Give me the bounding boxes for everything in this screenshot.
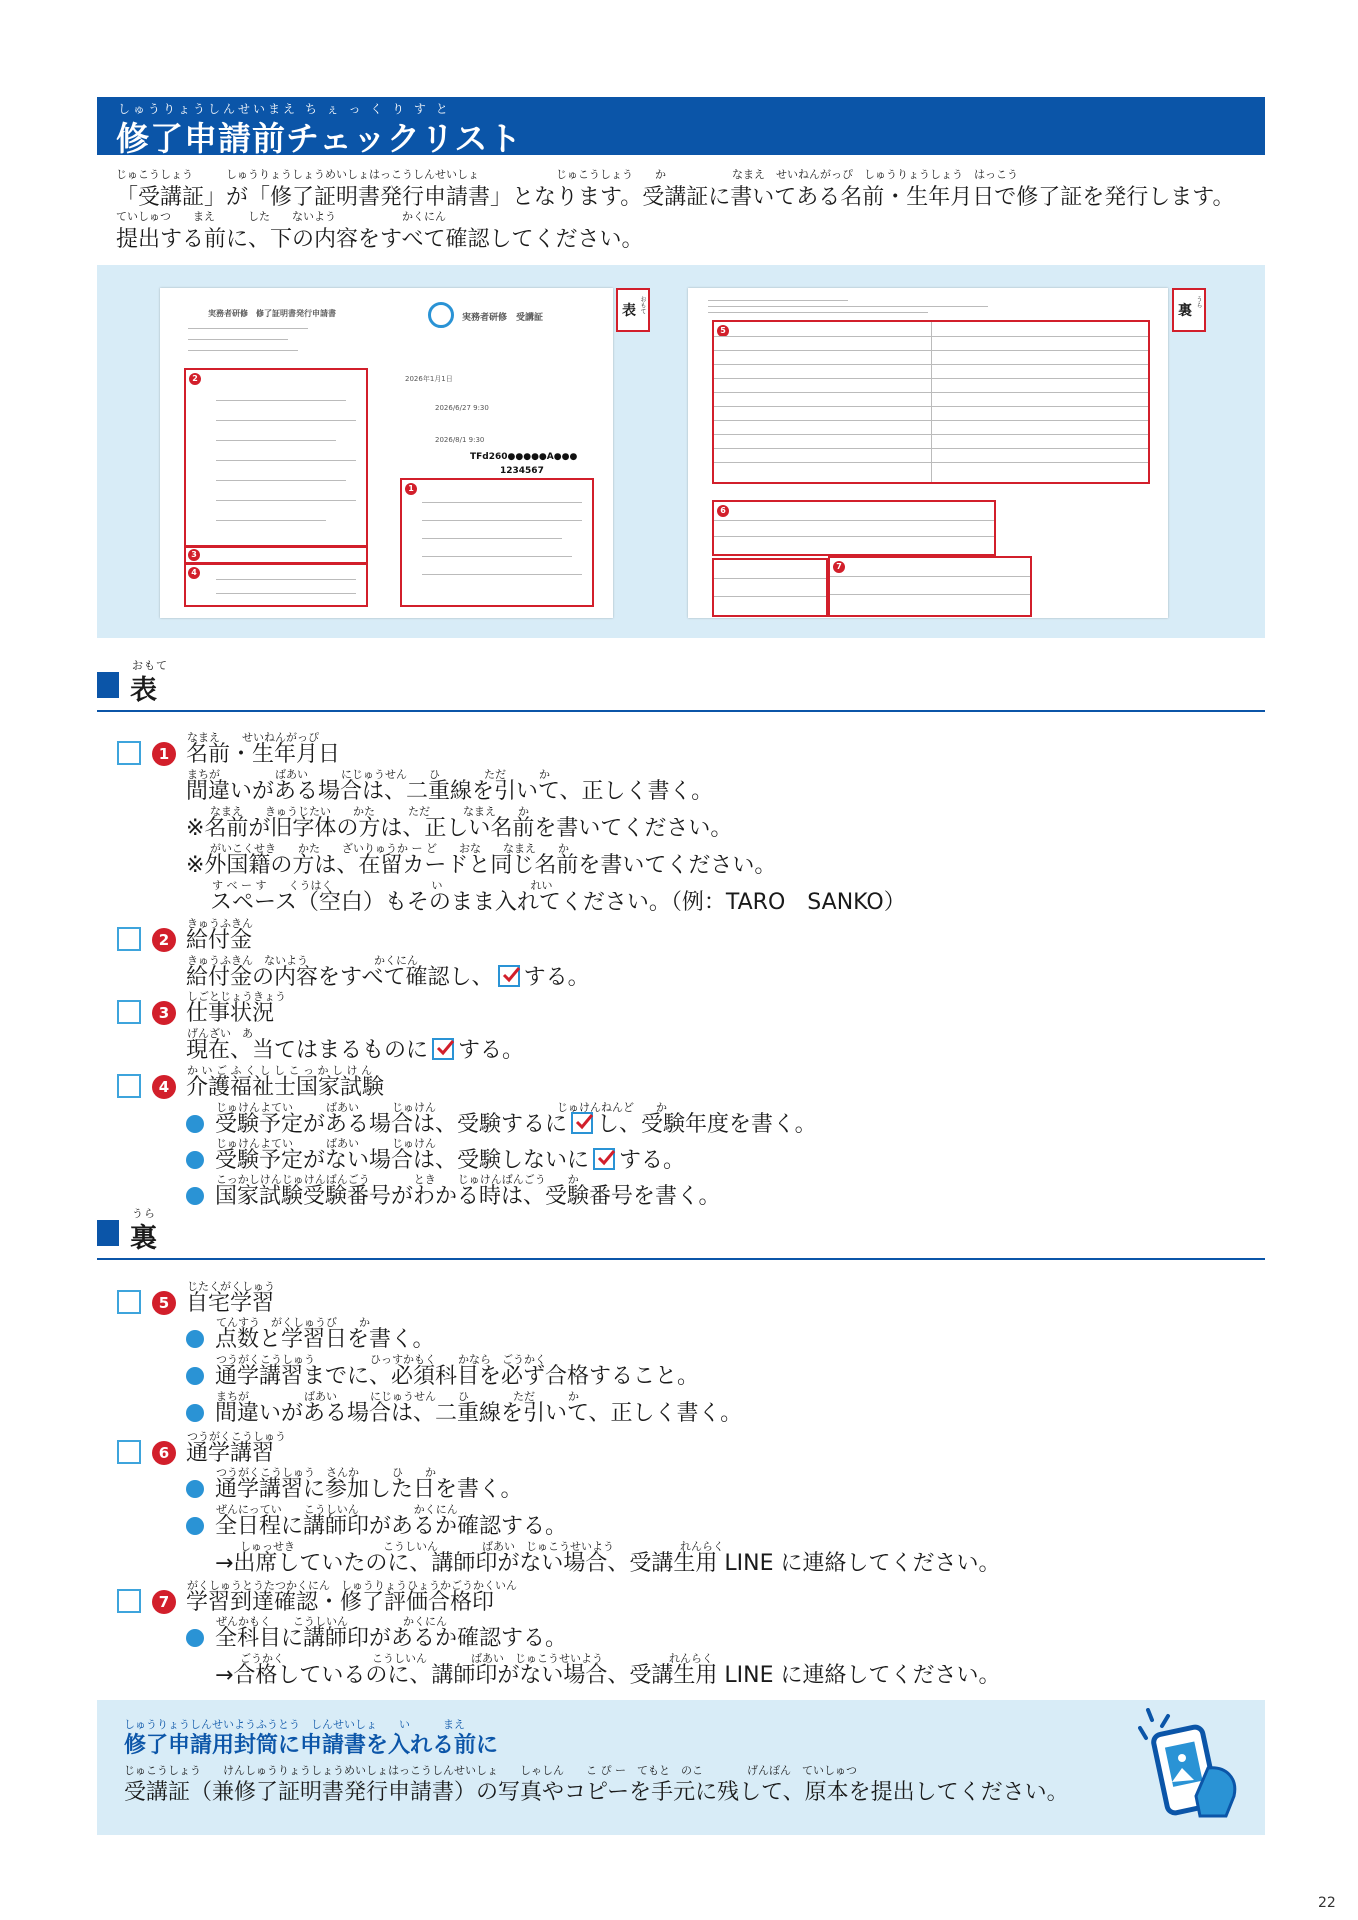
front-label-box [616,288,650,332]
section-back-ruby: うら [132,1207,156,1220]
note-title: 修了申請用封筒に申請書を入れる前に [124,1733,499,1758]
item-1-line-2-ruby: なまえ きゅうじたい かた ただ なまえ か [210,805,529,818]
bullet-icon [186,1187,204,1205]
front-box-4: 4 [184,563,368,607]
checkbox-item-2[interactable] [117,927,141,951]
item-3-line [186,1038,524,1064]
item-3-title: 仕事状況 [186,1001,275,1026]
back-label-box [1172,288,1206,332]
intro-ruby-2: ていしゅつ まえ した ないよう かくにん [116,210,446,223]
note-body: 受講証（兼修了証明書発行申請書）の写真やコピーを手元に残して、原本を提出してください。 [124,1780,1069,1805]
item-2-ruby: きゅうふきん ないよう かくにん [187,954,418,967]
front-number: 1234567 [500,466,544,476]
item-7-arrow-line: →合格しているのに、講師印がない場合、受講生用 LINE に連絡してください。 [215,1663,1001,1688]
item-1-line-1: 間違いがある場合は、二重線を引いて、正しく書く。 [186,779,714,804]
checkbox-item-5[interactable] [117,1290,141,1314]
item-1-line-4-ruby: す べ ー す くうはく い れい [212,879,553,892]
item-4-title: 介護福祉士国家試験 [186,1075,385,1100]
item-2-text-after: する。 [523,965,590,990]
front-date-2: 2026/6/27 9:30 [435,404,489,412]
item-1-line-3-ruby: がいこくせき かた ざいりゅうか ー ど おな なまえ か [210,842,569,855]
item-6-arrow-ruby: しゅっせき こうしいん ばあい じゅこうせいよう れんらく [240,1540,724,1553]
item-5-bullet-2-ruby: つうがくこうしゅう ひっすかもく かなら ごうかく [216,1353,546,1366]
item-4-bullet-1-ruby: じゅけんよてい ばあい じゅけん じゅけんねんど か [216,1101,667,1114]
item-6-bullet-1-ruby: つうがくこうしゅう さんか ひ か [216,1466,436,1479]
checkbox-item-4[interactable] [117,1074,141,1098]
item-6-number: 6 [152,1441,176,1465]
section-front-title: 表 [130,675,157,706]
item-4-bullet-3: 国家試験受験番号がわかる時は、受験番号を書く。 [215,1184,721,1209]
item-2-number: 2 [152,928,176,952]
checkbox-item-3[interactable] [117,1000,141,1024]
bullet-icon [186,1151,204,1169]
item-1-line-3: ※外国籍の方は、在留カードと同じ名前を書いてください。 [186,853,777,878]
item-4-b1-after: し、受験年度を書く。 [597,1112,817,1137]
item-1-line-1-ruby: まちが ばあい にじゅうせん ひ ただ か [187,768,550,781]
front-left-lines [188,328,308,351]
item-7-bullet-1: 全科目に講師印があるか確認する。 [215,1626,568,1651]
item-1-title-ruby: なまえ せいねんがっぴ [187,731,319,744]
section-front-ruby: おもて [132,659,168,672]
item-5-title: 自宅学習 [186,1291,275,1316]
item-6-title: 通学講習 [186,1441,275,1466]
section-back-title: 裏 [130,1223,157,1254]
bullet-icon [186,1480,204,1498]
phone-camera-icon [1138,1708,1248,1827]
checkbox-item-1[interactable] [117,741,141,765]
item-5-bullet-1-ruby: てんすう がくしゅうび か [216,1316,370,1329]
item-4-bullet-3-ruby: こっかしけんじゅけんばんごう とき じゅけんばんごう か [216,1173,579,1186]
item-7-title: 学習到達確認・修了評価合格印 [186,1590,495,1615]
front-date-1: 2026年1月1日 [405,375,453,383]
back-box-6: 6 [712,500,996,556]
item-3-ruby: げんざい あ [187,1027,253,1040]
back-label-ruby: うら [1195,296,1202,308]
back-box-7a [712,558,828,617]
item-1-line-4: スペース（空白）もそのまま入れてください。（例：TARO SANKO） [210,890,906,915]
item-7-number: 7 [152,1590,176,1614]
bullet-icon [186,1367,204,1385]
front-left-header: 実務者研修 修了証明書発行申請書 [208,309,336,318]
note-body-ruby: じゅこうしょう けんしゅうりょうしょうめいしょはっこうしんせいしょ しゃしん こ ぴ ー てもと のこ げんぽん ていしゅつ [124,1764,857,1777]
item-5-bullet-3: 間違いがある場合は、二重線を引いて、正しく書く。 [215,1401,743,1426]
item-4-b2-after: する。 [619,1148,686,1173]
intro-line-1: 「受講証」が「修了証明書発行申請書」となります。受講証に書いてある名前・生年月日で修了証を発行します。 [116,185,1235,210]
item-6-bullet-1: 通学講習に参加した日を書く。 [215,1477,523,1502]
page-title: 修了申請前チェックリスト [116,119,523,158]
item-2-title-ruby: きゅうふきん [187,917,253,930]
bullet-icon [186,1330,204,1348]
item-3-text-after: する。 [458,1038,525,1063]
section-back-rule [97,1258,1265,1260]
item-7-arrow-ruby: ごうかく こうしいん ばあい じゅこうせいよう れんらく [240,1652,713,1665]
section-front-rule [97,710,1265,712]
item-5-bullet-1: 点数と学習日を書く。 [215,1327,435,1352]
item-7-title-ruby: がくしゅうとうたつかくにん しゅうりょうひょうかごうかくいん [187,1579,517,1592]
front-id: TFd260●●●●●A●●● [470,452,578,462]
item-3-title-ruby: しごとじょうきょう [187,990,286,1003]
checked-box-icon [593,1148,615,1170]
item-6-bullet-2: 全日程に講師印があるか確認する。 [215,1514,568,1539]
item-4-b1-before: 受験予定がある場合は、受験するに [215,1112,568,1137]
page-number: 22 [1318,1895,1336,1911]
back-box-5: 5 [712,320,1150,484]
sanko-logo-icon [428,302,454,328]
item-5-bullet-3-ruby: まちが ばあい にじゅうせん ひ ただ か [216,1390,579,1403]
item-3-text-before: 現在、当てはまるものに [186,1038,429,1063]
item-4-bullet-2-ruby: じゅけんよてい ばあい じゅけん [216,1137,436,1150]
front-right-header: 実務者研修 受講証 [462,313,544,323]
item-4-title-ruby: か い ご ふ く し し こ っ か し け ん [187,1064,372,1077]
item-5-title-ruby: じたくがくしゅう [187,1280,275,1293]
item-2-title: 給付金 [186,928,253,953]
title-ruby: しゅうりょうしんせいまえ ち ぇ っ く り す と [118,102,451,116]
item-7-bullet-1-ruby: ぜんかもく こうしいん かくにん [216,1615,447,1628]
bullet-icon [186,1404,204,1422]
front-label-ruby: おもて [639,296,646,314]
item-4-number: 4 [152,1075,176,1099]
intro-ruby-1: じゅこうしょう しゅうりょうしょうめいしょはっこうしんせいしょ じゅこうしょう か なまえ せいねんがっぴ しゅうりょうしょう はっこう [116,168,1018,181]
sample-back-document [688,288,1168,618]
item-1-line-2: ※名前が旧字体の方は、正しい名前を書いてください。 [186,816,733,841]
front-box-2: 2 [184,368,368,547]
back-box-7: 7 [828,556,1032,617]
item-6-arrow-line: →出席していたのに、講師印がない場合、受講生用 LINE に連絡してください。 [215,1551,1001,1576]
checked-box-icon [432,1038,454,1060]
item-6-title-ruby: つうがくこうしゅう [187,1430,286,1443]
front-date-3: 2026/8/1 9:30 [435,436,485,444]
item-6-bullet-2-ruby: ぜんにってい こうしいん かくにん [216,1503,458,1516]
bullet-icon [186,1115,204,1133]
item-3-number: 3 [152,1001,176,1025]
section-back-marker [97,1220,119,1246]
bullet-icon [186,1629,204,1647]
front-box-1: 1 [400,478,594,607]
item-1-number: 1 [152,742,176,766]
sample-front-document [160,288,613,618]
item-1-title: 名前・生年月日 [186,742,341,767]
item-4-b2-before: 受験予定がない場合は、受験しないに [215,1148,590,1173]
bullet-icon [186,1517,204,1535]
item-5-number: 5 [152,1291,176,1315]
item-2-text-before: 給付金の内容をすべて確認し、 [186,965,494,990]
front-box-3: 3 [184,546,368,564]
back-label: 裏 [1178,303,1192,319]
front-label: 表 [622,303,636,319]
checked-box-icon [498,965,520,987]
note-title-ruby: しゅうりょうしんせいようふうとう しんせいしょ い まえ [124,1718,465,1731]
intro-line-2: 提出する前に、下の内容をすべて確認してください。 [116,227,644,252]
checkbox-item-6[interactable] [117,1440,141,1464]
section-front-marker [97,672,119,698]
checkbox-item-7[interactable] [117,1589,141,1613]
checked-box-icon [571,1112,593,1134]
item-5-bullet-2: 通学講習までに、必須科目を必ず合格すること。 [215,1364,700,1389]
